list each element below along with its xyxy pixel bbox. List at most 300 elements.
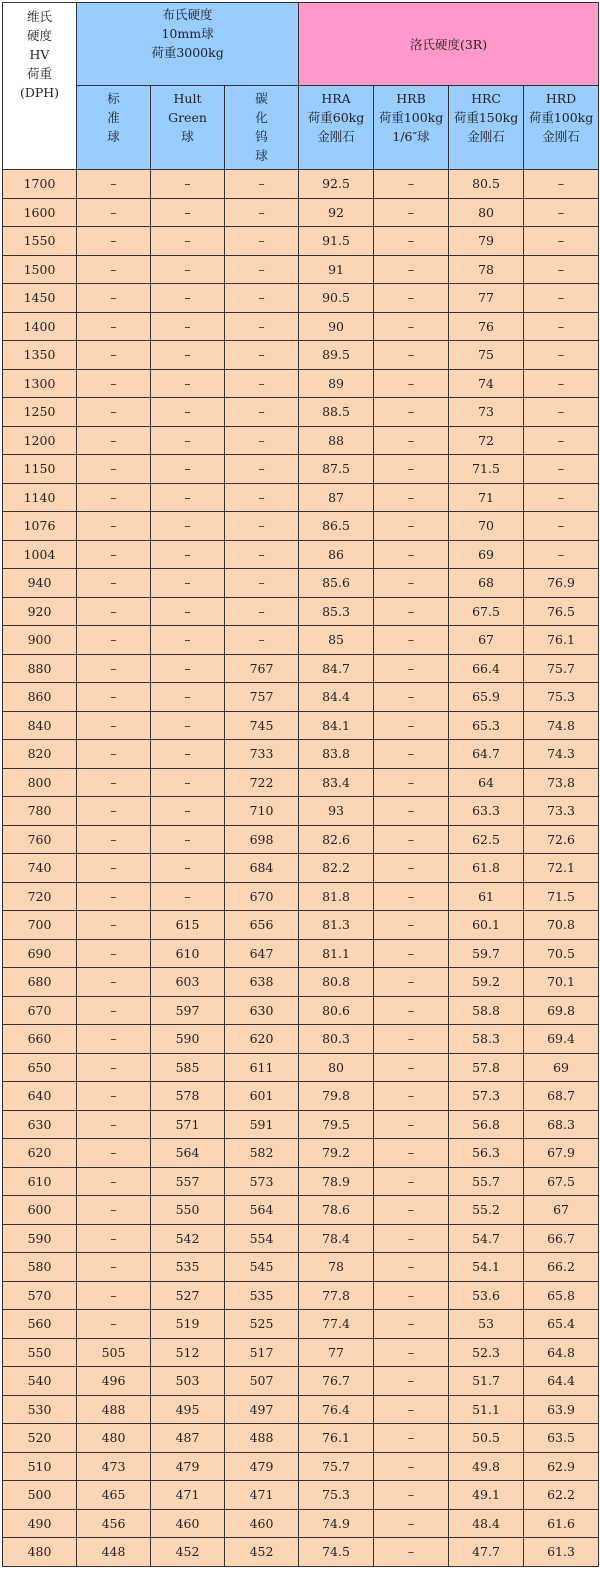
hra-cell: 89.5 — [299, 341, 374, 370]
vickers-cell: 500 — [3, 1481, 77, 1510]
hrc-cell: 74 — [449, 369, 524, 398]
hrb-cell: – — [374, 1310, 449, 1339]
hra-cell: 80.8 — [299, 968, 374, 997]
hrb-header — [374, 86, 449, 170]
hult-green-cell: 550 — [151, 1196, 225, 1225]
hult-green-cell: 487 — [151, 1424, 225, 1453]
tungsten-carbide-cell: – — [225, 597, 299, 626]
hult-green-cell: – — [151, 740, 225, 769]
hra-cell: 82.6 — [299, 825, 374, 854]
hrb-cell: – — [374, 198, 449, 227]
header-line: HRB — [396, 91, 426, 106]
standard-ball-cell: – — [77, 626, 151, 655]
hrb-cell: – — [374, 1538, 449, 1567]
standard-ball-cell: – — [77, 398, 151, 427]
hult-green-cell: – — [151, 483, 225, 512]
table-row — [3, 341, 599, 370]
vickers-cell: 660 — [3, 1025, 77, 1054]
hrb-cell: – — [374, 854, 449, 883]
standard-ball-cell: – — [77, 341, 151, 370]
table-row — [3, 1224, 599, 1253]
hrd-cell: – — [524, 483, 599, 512]
vickers-cell: 640 — [3, 1082, 77, 1111]
vickers-cell: 780 — [3, 797, 77, 826]
vickers-cell: 920 — [3, 597, 77, 626]
tungsten-carbide-cell: 767 — [225, 654, 299, 683]
hrc-cell: 71 — [449, 483, 524, 512]
hrc-cell: 80 — [449, 198, 524, 227]
hult-green-cell: – — [151, 711, 225, 740]
hrd-cell: – — [524, 198, 599, 227]
hrb-cell: – — [374, 996, 449, 1025]
standard-ball-cell: 465 — [77, 1481, 151, 1510]
standard-ball-cell: – — [77, 455, 151, 484]
hrd-cell: 72.6 — [524, 825, 599, 854]
tungsten-carbide-cell: – — [225, 426, 299, 455]
tungsten-carbide-cell: 722 — [225, 768, 299, 797]
header-line: 碳 — [255, 91, 268, 106]
standard-ball-cell: – — [77, 426, 151, 455]
vickers-cell: 510 — [3, 1452, 77, 1481]
hult-green-cell: – — [151, 198, 225, 227]
tungsten-carbide-cell: 545 — [225, 1253, 299, 1282]
tungsten-carbide-cell: 471 — [225, 1481, 299, 1510]
vickers-cell: 1076 — [3, 512, 77, 541]
hrb-cell: – — [374, 1139, 449, 1168]
header-line: 准 — [107, 110, 120, 125]
hrd-cell: 68.7 — [524, 1082, 599, 1111]
hult-green-cell: 460 — [151, 1509, 225, 1538]
vickers-cell: 670 — [3, 996, 77, 1025]
vickers-cell: 1700 — [3, 170, 77, 199]
hra-cell: 76.7 — [299, 1367, 374, 1396]
hrc-cell: 66.4 — [449, 654, 524, 683]
hra-cell: 79.2 — [299, 1139, 374, 1168]
header-line: 球 — [107, 129, 120, 144]
table-row — [3, 740, 599, 769]
vickers-cell: 1250 — [3, 398, 77, 427]
hrd-cell: 66.2 — [524, 1253, 599, 1282]
hrb-cell: – — [374, 1424, 449, 1453]
table-row — [3, 1139, 599, 1168]
table-row — [3, 1053, 599, 1082]
table-row — [3, 369, 599, 398]
hrd-cell: 61.6 — [524, 1509, 599, 1538]
hrd-cell: 62.2 — [524, 1481, 599, 1510]
hra-cell: 87 — [299, 483, 374, 512]
hrb-cell: – — [374, 626, 449, 655]
header-line: HRD — [545, 91, 577, 106]
table-row — [3, 768, 599, 797]
hult-green-cell: – — [151, 341, 225, 370]
hrc-cell: 56.8 — [449, 1110, 524, 1139]
hrc-cell: 75 — [449, 341, 524, 370]
tungsten-carbide-cell: 554 — [225, 1224, 299, 1253]
hrd-cell: – — [524, 512, 599, 541]
tungsten-carbide-cell: 488 — [225, 1424, 299, 1453]
hrd-cell: 73.3 — [524, 797, 599, 826]
header-line: 金刚石 — [317, 129, 355, 144]
standard-ball-cell: – — [77, 1253, 151, 1282]
tungsten-carbide-cell: 582 — [225, 1139, 299, 1168]
hrb-cell: – — [374, 426, 449, 455]
hra-cell: 77.8 — [299, 1281, 374, 1310]
hrb-cell: – — [374, 1509, 449, 1538]
table-row — [3, 1196, 599, 1225]
hra-cell: 91 — [299, 255, 374, 284]
hrc-cell: 61.8 — [449, 854, 524, 883]
hult-green-cell: 479 — [151, 1452, 225, 1481]
vickers-cell: 1300 — [3, 369, 77, 398]
header-line: 球 — [255, 148, 268, 163]
standard-ball-cell: – — [77, 996, 151, 1025]
vickers-cell: 1600 — [3, 198, 77, 227]
table-row — [3, 540, 599, 569]
hrd-cell: 63.5 — [524, 1424, 599, 1453]
table-row — [3, 939, 599, 968]
hrd-cell: 67.5 — [524, 1167, 599, 1196]
table-row — [3, 1538, 599, 1567]
table-row — [3, 512, 599, 541]
tungsten-carbide-cell: 684 — [225, 854, 299, 883]
vickers-cell: 480 — [3, 1538, 77, 1567]
hrd-cell: 75.3 — [524, 683, 599, 712]
vickers-cell: 570 — [3, 1281, 77, 1310]
standard-ball-cell: – — [77, 1110, 151, 1139]
hrd-cell: 69 — [524, 1053, 599, 1082]
hrb-cell: – — [374, 1224, 449, 1253]
vickers-cell: 560 — [3, 1310, 77, 1339]
hra-cell: 81.1 — [299, 939, 374, 968]
brinell-header — [77, 3, 299, 86]
hra-cell: 75.3 — [299, 1481, 374, 1510]
hrb-cell: – — [374, 740, 449, 769]
vickers-cell: 900 — [3, 626, 77, 655]
hrd-cell: 75.7 — [524, 654, 599, 683]
standard-ball-cell: – — [77, 939, 151, 968]
hult-green-cell: 603 — [151, 968, 225, 997]
tungsten-carbide-cell: – — [225, 455, 299, 484]
hrb-cell: – — [374, 255, 449, 284]
tungsten-carbide-cell: 573 — [225, 1167, 299, 1196]
hult-green-cell: 527 — [151, 1281, 225, 1310]
hrc-cell: 58.8 — [449, 996, 524, 1025]
hrb-cell: – — [374, 483, 449, 512]
hrd-cell: 74.8 — [524, 711, 599, 740]
hrb-cell: – — [374, 825, 449, 854]
hrd-cell: 65.8 — [524, 1281, 599, 1310]
tungsten-carbide-cell: 601 — [225, 1082, 299, 1111]
tungsten-carbide-cell: – — [225, 369, 299, 398]
vickers-cell: 700 — [3, 911, 77, 940]
tungsten-carbide-cell: 460 — [225, 1509, 299, 1538]
tungsten-carbide-ball-header — [225, 86, 299, 170]
table-row — [3, 996, 599, 1025]
vickers-cell: 540 — [3, 1367, 77, 1396]
hrb-cell: – — [374, 911, 449, 940]
standard-ball-cell: – — [77, 227, 151, 256]
hra-cell: 76.1 — [299, 1424, 374, 1453]
hrc-cell: 54.7 — [449, 1224, 524, 1253]
table-row — [3, 911, 599, 940]
hrb-cell: – — [374, 1395, 449, 1424]
hrb-cell: – — [374, 512, 449, 541]
hra-cell: 76.4 — [299, 1395, 374, 1424]
standard-ball-cell: 448 — [77, 1538, 151, 1567]
hra-cell: 87.5 — [299, 455, 374, 484]
standard-ball-cell: – — [77, 1082, 151, 1111]
hult-green-cell: – — [151, 597, 225, 626]
header-line: Hult — [173, 91, 202, 106]
standard-ball-cell: – — [77, 968, 151, 997]
hrb-cell: – — [374, 170, 449, 199]
tungsten-carbide-cell: 656 — [225, 911, 299, 940]
header-line: 金刚石 — [467, 129, 505, 144]
vickers-cell: 840 — [3, 711, 77, 740]
tungsten-carbide-cell: 525 — [225, 1310, 299, 1339]
hrb-cell: – — [374, 1253, 449, 1282]
tungsten-carbide-cell: – — [225, 483, 299, 512]
standard-ball-cell: 505 — [77, 1338, 151, 1367]
standard-ball-cell: – — [77, 797, 151, 826]
hrb-cell: – — [374, 284, 449, 313]
rockwell-header: 洛氏硬度(3R) — [299, 3, 599, 86]
table-row — [3, 1110, 599, 1139]
hult-green-cell: – — [151, 854, 225, 883]
header-line: HRA — [321, 91, 351, 106]
standard-ball-cell: – — [77, 1167, 151, 1196]
header-line: 化 — [255, 110, 268, 125]
hrd-cell: 73.8 — [524, 768, 599, 797]
standard-ball-cell: – — [77, 369, 151, 398]
hrd-cell: 61.3 — [524, 1538, 599, 1567]
vickers-cell: 1200 — [3, 426, 77, 455]
table-row — [3, 455, 599, 484]
hra-cell: 78.9 — [299, 1167, 374, 1196]
standard-ball-cell: – — [77, 255, 151, 284]
vickers-cell: 590 — [3, 1224, 77, 1253]
standard-ball-cell: – — [77, 882, 151, 911]
hult-green-cell: – — [151, 825, 225, 854]
hrc-cell: 71.5 — [449, 455, 524, 484]
header-line: 球 — [181, 129, 194, 144]
hult-green-cell: 585 — [151, 1053, 225, 1082]
hrb-cell: – — [374, 1196, 449, 1225]
hult-green-cell: 557 — [151, 1167, 225, 1196]
hrb-cell: – — [374, 882, 449, 911]
tungsten-carbide-cell: – — [225, 284, 299, 313]
table-row — [3, 654, 599, 683]
tungsten-carbide-cell: – — [225, 540, 299, 569]
vickers-cell: 680 — [3, 968, 77, 997]
hrc-cell: 47.7 — [449, 1538, 524, 1567]
hra-cell: 92 — [299, 198, 374, 227]
standard-ball-cell: – — [77, 683, 151, 712]
hrd-cell: 64.8 — [524, 1338, 599, 1367]
standard-ball-cell: 473 — [77, 1452, 151, 1481]
hrb-cell: – — [374, 1452, 449, 1481]
table-row — [3, 1082, 599, 1111]
hra-cell: 88.5 — [299, 398, 374, 427]
hrb-cell: – — [374, 1110, 449, 1139]
hrc-cell: 78 — [449, 255, 524, 284]
hult-green-cell: – — [151, 882, 225, 911]
hrd-cell: – — [524, 426, 599, 455]
vickers-cell: 1350 — [3, 341, 77, 370]
hrb-cell: – — [374, 654, 449, 683]
hra-header — [299, 86, 374, 170]
hult-green-cell: 615 — [151, 911, 225, 940]
hrc-cell: 50.5 — [449, 1424, 524, 1453]
table-row — [3, 1395, 599, 1424]
hrb-cell: – — [374, 1082, 449, 1111]
tungsten-carbide-cell: 733 — [225, 740, 299, 769]
vickers-cell: 1550 — [3, 227, 77, 256]
standard-ball-cell: – — [77, 911, 151, 940]
table-row — [3, 597, 599, 626]
tungsten-carbide-cell: 507 — [225, 1367, 299, 1396]
table-row — [3, 683, 599, 712]
hult-green-cell: 542 — [151, 1224, 225, 1253]
table-row — [3, 1167, 599, 1196]
vickers-cell: 630 — [3, 1110, 77, 1139]
hult-green-cell: – — [151, 455, 225, 484]
hult-green-cell: – — [151, 312, 225, 341]
hra-cell: 78.6 — [299, 1196, 374, 1225]
hra-cell: 81.8 — [299, 882, 374, 911]
table-row — [3, 1253, 599, 1282]
vickers-cell: 1140 — [3, 483, 77, 512]
hult-green-cell: 519 — [151, 1310, 225, 1339]
tungsten-carbide-cell: 535 — [225, 1281, 299, 1310]
standard-ball-cell: – — [77, 312, 151, 341]
standard-ball-cell: – — [77, 825, 151, 854]
tungsten-carbide-cell: 517 — [225, 1338, 299, 1367]
hrb-cell: – — [374, 683, 449, 712]
hult-green-cell: – — [151, 227, 225, 256]
sub-header-row — [3, 86, 599, 170]
hrc-cell: 65.3 — [449, 711, 524, 740]
hra-cell: 78.4 — [299, 1224, 374, 1253]
hrd-cell: 69.4 — [524, 1025, 599, 1054]
hrd-cell: 71.5 — [524, 882, 599, 911]
hrd-cell: 76.1 — [524, 626, 599, 655]
header-line: Green — [168, 110, 207, 125]
standard-ball-cell: – — [77, 569, 151, 598]
table-row — [3, 284, 599, 313]
hrd-cell: 72.1 — [524, 854, 599, 883]
hrd-cell: – — [524, 455, 599, 484]
hrd-cell: 64.4 — [524, 1367, 599, 1396]
vickers-cell: 1400 — [3, 312, 77, 341]
table-row — [3, 825, 599, 854]
tungsten-carbide-cell: 638 — [225, 968, 299, 997]
hult-green-cell: – — [151, 284, 225, 313]
hrb-cell: – — [374, 1481, 449, 1510]
hra-cell: 84.1 — [299, 711, 374, 740]
header-line: 荷重 — [26, 66, 52, 81]
hra-cell: 75.7 — [299, 1452, 374, 1481]
hult-green-cell: – — [151, 654, 225, 683]
table-row — [3, 426, 599, 455]
hrc-cell: 53 — [449, 1310, 524, 1339]
tungsten-carbide-cell: – — [225, 170, 299, 199]
hrd-cell: 62.9 — [524, 1452, 599, 1481]
hra-cell: 85 — [299, 626, 374, 655]
hrb-cell: – — [374, 1338, 449, 1367]
vickers-cell: 580 — [3, 1253, 77, 1282]
vickers-cell: 1500 — [3, 255, 77, 284]
tungsten-carbide-cell: 710 — [225, 797, 299, 826]
vickers-cell: 550 — [3, 1338, 77, 1367]
hrd-cell: – — [524, 284, 599, 313]
standard-ball-cell: – — [77, 483, 151, 512]
tungsten-carbide-cell: 630 — [225, 996, 299, 1025]
hrc-cell: 54.1 — [449, 1253, 524, 1282]
standard-ball-cell: – — [77, 1053, 151, 1082]
hult-green-cell: – — [151, 768, 225, 797]
hrd-cell: 67 — [524, 1196, 599, 1225]
vickers-cell: 530 — [3, 1395, 77, 1424]
vickers-cell: 760 — [3, 825, 77, 854]
hrc-cell: 59.7 — [449, 939, 524, 968]
standard-ball-cell: – — [77, 1025, 151, 1054]
header-line: 10mm球 — [161, 26, 214, 41]
vickers-cell: 600 — [3, 1196, 77, 1225]
hrc-cell: 57.8 — [449, 1053, 524, 1082]
hardness-conversion-table-container — [2, 2, 598, 1567]
header-line: 荷重60kg — [307, 110, 365, 125]
hult-green-cell: 452 — [151, 1538, 225, 1567]
hult-green-cell: – — [151, 797, 225, 826]
hult-green-cell: – — [151, 540, 225, 569]
hrc-cell: 64 — [449, 768, 524, 797]
hra-cell: 92.5 — [299, 170, 374, 199]
vickers-cell: 620 — [3, 1139, 77, 1168]
hra-cell: 84.4 — [299, 683, 374, 712]
hult-green-cell: 512 — [151, 1338, 225, 1367]
tungsten-carbide-cell: 479 — [225, 1452, 299, 1481]
table-row — [3, 1367, 599, 1396]
hra-cell: 93 — [299, 797, 374, 826]
hrc-cell: 69 — [449, 540, 524, 569]
hrb-cell: – — [374, 768, 449, 797]
hrc-cell: 60.1 — [449, 911, 524, 940]
table-row — [3, 170, 599, 199]
hra-cell: 74.5 — [299, 1538, 374, 1567]
hra-cell: 77.4 — [299, 1310, 374, 1339]
standard-ball-cell: 488 — [77, 1395, 151, 1424]
hult-green-cell: 610 — [151, 939, 225, 968]
hra-cell: 80.6 — [299, 996, 374, 1025]
standard-ball-cell: 456 — [77, 1509, 151, 1538]
hrb-cell: – — [374, 540, 449, 569]
hra-cell: 80 — [299, 1053, 374, 1082]
hrb-cell: – — [374, 1281, 449, 1310]
standard-ball-cell: 480 — [77, 1424, 151, 1453]
standard-ball-cell: – — [77, 198, 151, 227]
standard-ball-cell: – — [77, 654, 151, 683]
standard-ball-cell: – — [77, 1139, 151, 1168]
hrd-cell: 68.3 — [524, 1110, 599, 1139]
tungsten-carbide-cell: 745 — [225, 711, 299, 740]
table-row — [3, 968, 599, 997]
tungsten-carbide-cell: 452 — [225, 1538, 299, 1567]
header-line: HV — [29, 47, 50, 62]
hra-cell: 88 — [299, 426, 374, 455]
hra-cell: 74.9 — [299, 1509, 374, 1538]
hrd-cell: – — [524, 170, 599, 199]
